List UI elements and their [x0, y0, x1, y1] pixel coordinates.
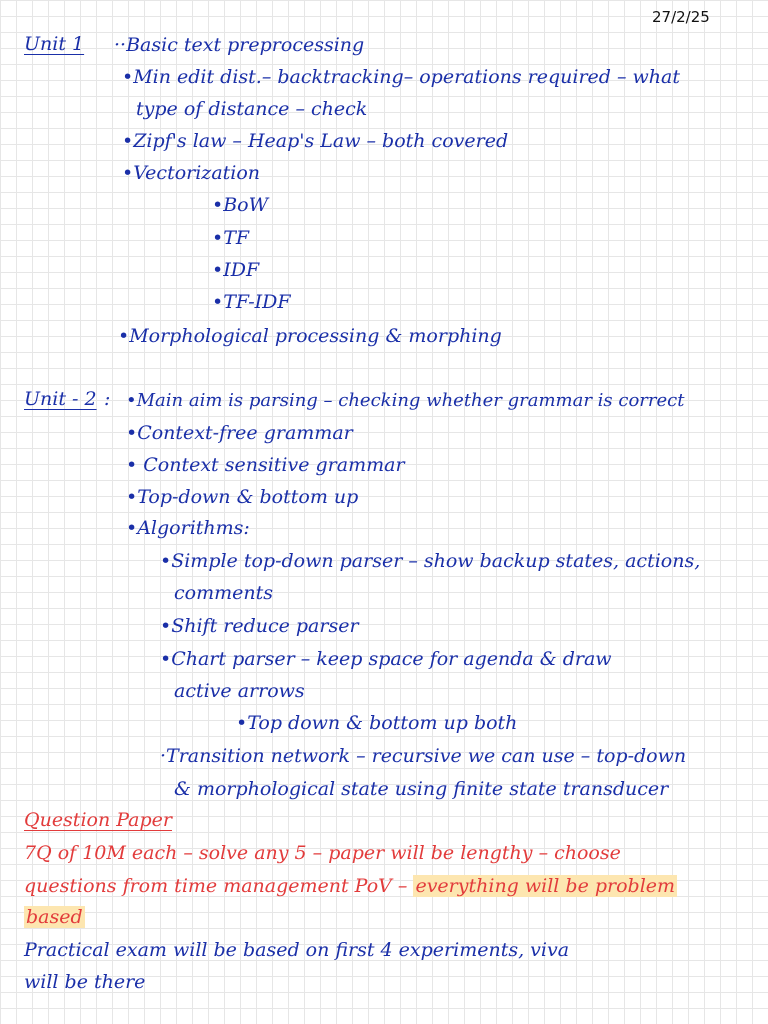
- unit2-item: •Algorithms:: [126, 517, 250, 539]
- question-paper-heading: Question Paper: [24, 809, 172, 831]
- highlighted-text: everything will be problem: [415, 875, 676, 897]
- unit2-subitem: •Shift reduce parser: [160, 615, 359, 637]
- question-paper-line: [24, 905, 85, 929]
- unit1-item: type of distance – check: [136, 98, 368, 120]
- unit2-subitem: & morphological state using finite state transducer: [174, 778, 669, 800]
- question-paper-line: 7Q of 10M each – solve any 5 – paper will be lengthy – choose: [24, 842, 621, 864]
- unit1-subitem: •BoW: [212, 194, 269, 216]
- practical-line: will be there: [24, 971, 146, 993]
- unit1-item: •Min edit dist.– backtracking– operations required – what: [122, 66, 681, 88]
- unit1-item: ··Basic text preprocessing: [114, 34, 365, 56]
- unit2-subsubitem: •Top down & bottom up both: [236, 712, 518, 734]
- date: 27/2/25: [652, 8, 710, 26]
- unit1-item: •Morphological processing & morphing: [118, 325, 502, 347]
- unit2-subitem: active arrows: [174, 680, 305, 702]
- unit1-item: •Zipf's law – Heap's Law – both covered: [122, 130, 509, 152]
- question-paper-line: [24, 874, 677, 898]
- unit2-colon: :: [104, 388, 111, 410]
- unit1-subitem: •TF: [212, 227, 250, 249]
- unit2-heading: Unit - 2: [24, 388, 97, 410]
- unit2-item: • Context sensitive grammar: [126, 454, 405, 476]
- unit2-subitem: •Chart parser – keep space for agenda & draw: [160, 648, 612, 670]
- unit2-item: •Context-free grammar: [126, 422, 353, 444]
- unit2-subitem: •Simple top-down parser – show backup states, actions,: [160, 550, 701, 572]
- unit2-subitem: comments: [174, 582, 273, 604]
- unit1-subitem: •IDF: [212, 259, 260, 281]
- practical-line: Practical exam will be based on first 4 experiments, viva: [24, 939, 570, 961]
- unit2-subitem: ·Transition network – recursive we can use – top-down: [160, 745, 687, 767]
- unit1-item: •Vectorization: [122, 162, 261, 184]
- highlighted-text: based: [26, 906, 83, 928]
- question-paper-text: questions from time management PoV –: [24, 875, 408, 897]
- unit1-heading: Unit 1: [24, 33, 85, 55]
- unit2-item: •Main aim is parsing – checking whether grammar is correct: [126, 390, 685, 411]
- unit2-item: •Top-down & bottom up: [126, 486, 359, 508]
- unit1-subitem: •TF-IDF: [212, 291, 291, 313]
